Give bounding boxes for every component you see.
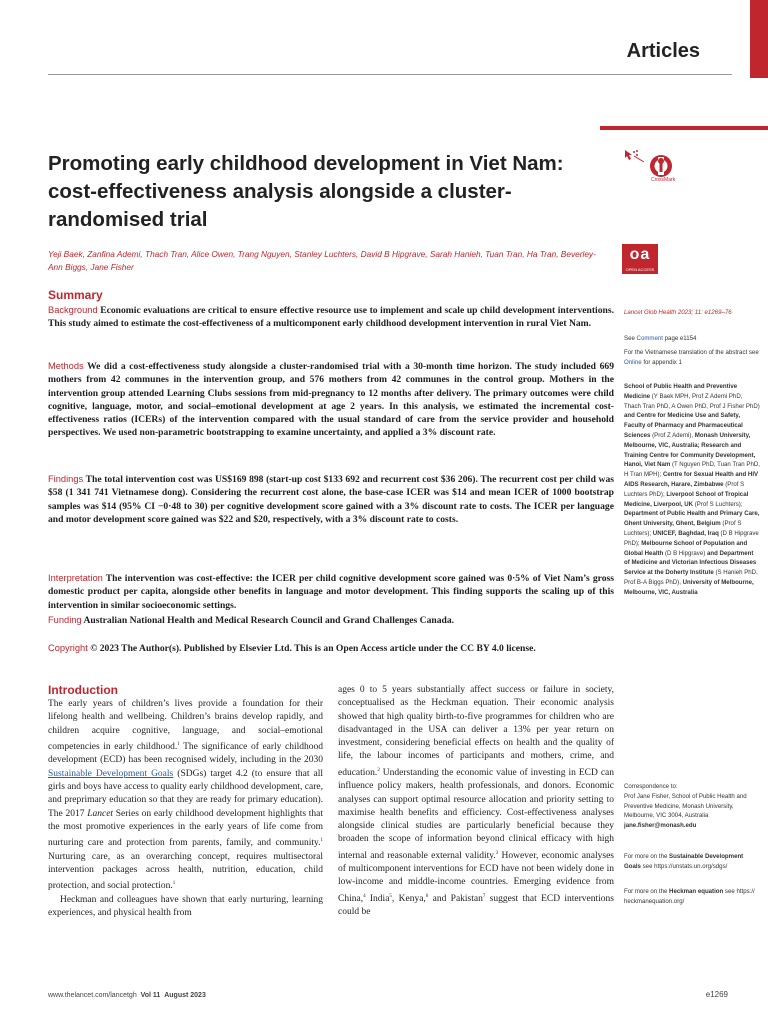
intro-paragraph-2: Heckman and colleagues have shown that early nurturing, learning experiences, and physical health from <box>48 894 323 918</box>
summary-heading: Summary <box>48 288 103 302</box>
heckman-note: For more on the Heckman equation see https:// heckmanequation.org/ <box>624 888 755 905</box>
findings-label: Findings <box>48 474 84 484</box>
body-column-right <box>338 684 614 920</box>
interpretation-label: Interpretation <box>48 573 103 583</box>
journal-header <box>0 0 768 78</box>
abstract-background <box>48 304 614 331</box>
translation-note: For the Vietnamese translation of the abstract see Online for appendix 1 <box>624 349 759 366</box>
abstract-copyright <box>48 642 614 655</box>
red-accent-bar <box>600 126 768 130</box>
crossmark-label: CrossMark <box>651 177 676 183</box>
abstract-funding <box>48 614 614 627</box>
header-rule <box>48 74 732 75</box>
open-access-badge <box>622 244 658 274</box>
abstract-findings <box>48 473 614 526</box>
correspondence-email[interactable]: jane.fisher@monash.edu <box>624 822 697 830</box>
introduction-heading: Introduction <box>48 683 118 697</box>
funding-text: Australian National Health and Medical Research Council and Grand Challenges Canada. <box>81 615 455 626</box>
comment-note: See Comment page e1154 <box>624 335 697 342</box>
intro-paragraph-1: The early years of children’s lives provide a foundation for their lifelong health and wellbeing. Children’s brains develop rapidly, and children acquire cognitive, language, and social–emotional competencies in early childhood.$^1$ The significance of early childhood development (ECD) has been recognised widely, including in the 2030 Sustainable Development Goals (SDGs) target 4.2 (to ensure that all girls and boys have access to quality early childhood development, care, and preprimary education so that they are ready for primary education). The 2017 Lancet Series on early childhood development highlights that the most promotive experiences in the early years of life come from nurturing care and protection from parents, family, and community.$^1$ Nurturing care, as an overarching concept, requires multisectoral intervention packages across health, nutrition, education, child protection, and social protection.$^1$ <box>48 699 324 892</box>
methods-label: Methods <box>48 361 84 371</box>
article-title: Promoting early childhood development in Viet Nam: cost-effectiveness analysis alongside a cluster-randomised trial <box>48 152 564 231</box>
methods-text: We did a cost-effectiveness study alongside a cluster-randomised trial with a 30-month time horizon. The study included 669 mothers from 42 communes in the intervention group, and 576 mothers from 42 communes in the control group. Mothers in the intervention group attended Learning Clubs sessions from mid-pregnancy to 12 months after delivery. The primary outcomes were child cognitive, language, motor, and social–emotional development at age 2 years. In this analysis, we estimated the incremental cost-effectiveness ratios (ICERs) of the intervention compared with the usual standard of care from the service provider and household perspectives. We used non-parametric bootstrapping to examine uncertainty, and applied a 3% discount rate. <box>48 361 614 439</box>
red-corner-tab <box>750 0 768 78</box>
journal-citation: Lancet Glob Health 2023; 11: e1269–76 <box>624 309 732 316</box>
page-number: e1269 <box>705 990 728 999</box>
affiliations: School of Public Health and Preventive Medicine (Y Baek MPH, Prof Z Ademi PhD, Thach Tran PhD, A Owen PhD, Prof J Fisher PhD) and Centre for Medicine Use and Safety, Faculty of Pharmacy and Pharmaceutical Sciences (Prof Z Ademi), Monash University, Melbourne, VIC, Australia; Research and Training Centre for Community Development, Hanoi, Viet Nam (T Nguyen PhD, Tuan Tran PhD, H Tran MPH); Centre for Sexual Health and HIV AIDS Research, Harare, Zimbabwe (Prof S Luchters PhD); Liverpool School of Tropical Medicine, Liverpool, UK (Prof S Luchters); Department of Public Health and Primary Care, Ghent University, Ghent, Belgium (Prof S Luchters); UNICEF, Baghdad, Iraq (D B Hipgrave PhD); Melbourne School of Population and Global Health (D B Hipgrave) and Department of Medicine and Victorian Infectious Diseases Service at the Doherty Institute (S Hanieh PhD, Prof B-A Biggs PhD), University of Melbourne, Melbourne, VIC, Australia <box>624 383 760 596</box>
online-link[interactable]: Online <box>624 358 642 366</box>
footer-journal-info: www.thelancet.com/lancetgh Vol 11 August 2023 <box>48 992 206 999</box>
comment-link[interactable]: Comment <box>636 335 663 342</box>
sdg-link[interactable]: Sustainable Development Goals <box>48 768 174 779</box>
author-list: Yeji Baek, Zanfina Ademi, Thach Tran, Alice Owen, Trang Nguyen, Stanley Luchters, David B Hipgrave, Sarah Hanieh, Tuan Tran, Ha Tran, Beverley-Ann Biggs, Jane Fisher <box>48 249 596 272</box>
footer-url[interactable]: www.thelancet.com/lancetgh <box>48 992 137 999</box>
section-label: Articles <box>626 40 700 62</box>
copyright-text: © 2023 The Author(s). Published by Elsevier Ltd. This is an Open Access article under the CC BY 4.0 license. <box>87 643 536 654</box>
funding-label: Funding <box>48 615 82 625</box>
interpretation-text: The intervention was cost-effective: the ICER per child cognitive development score gained was 0·5% of Viet Nam’s gross domestic product per capita, alongside other benefits in language and motor development. This finding supports the scaling up of this intervention in similar socioeconomic settings. <box>48 573 614 611</box>
intro-paragraph-continued: ages 0 to 5 years substantially affect success or failure in society, conceptualised as the Heckman equation. Their economic analysis showed that high quality birth-to-five programmes for children who are disadvantaged in the USA can deliver a 13% per year return on investment, considering beneficial effects on health and the quality of life, the labour incomes of participants and mothers, crime, and education.$^2$ Understanding the economic value of investing in ECD can influence policy makers, health professionals, and donors. Economic analyses can support optimal resource allocation and priority setting to maximise health benefits and efficiency. Cost-effectiveness analyses alongside clinical studies are particularly beneficial because they broaden the scope of information beyond clinical efficacy with high internal and reasonable external validity.$^3$ However, economic analyses of multicomponent interventions for ECD have not been widely done in low-income and middle-income countries. Emerging evidence from China,$^4$ India$^5$, Kenya,$^6$ and Pakistan$^7$ suggest that ECD interventions could be <box>338 685 614 918</box>
crossmark-badge[interactable] <box>622 148 684 192</box>
abstract-methods <box>48 360 614 440</box>
correspondence: Correspondence to: Prof Jane Fisher, School of Public Health and Preventive Medicine, Monash University, Melbourne, VIC 3004, Australia jane.fisher@monash.edu <box>624 783 747 830</box>
oa-subtext: OPEN ACCESS <box>625 267 655 272</box>
findings-text: The total intervention cost was US$169 898 (start-up cost $133 692 and recurrent cost $36 206). The recurrent cost per child was $58 (1 341 741 Vietnamese dong). Considering the recurrent cost alone, the base-case ICER was $14 and mean ICER of 1000 bootstrap samples was $14 (95% CI −0·48 to 30) per cognitive development score gained with a 3% discount rate to costs. The ICER per language and motor development score gained was $22 and $20, respectively, with a 3% discount rate to costs. <box>48 474 614 525</box>
crossmark-icon <box>622 148 684 192</box>
body-column-left <box>48 698 323 920</box>
copyright-label: Copyright <box>48 643 88 653</box>
abstract-interpretation <box>48 572 614 612</box>
oa-text: oa <box>629 246 651 263</box>
sdg-note: For more on the Sustainable Development Goals see https://unstats.un.org/sdgs/ <box>624 853 744 870</box>
background-label: Background <box>48 305 98 315</box>
background-text: Economic evaluations are critical to ensure effective resource use to implement and scale up child development interventions. This study aimed to estimate the cost-effectiveness of a multicomponent early childhood development intervention in rural Viet Nam. <box>48 305 614 330</box>
